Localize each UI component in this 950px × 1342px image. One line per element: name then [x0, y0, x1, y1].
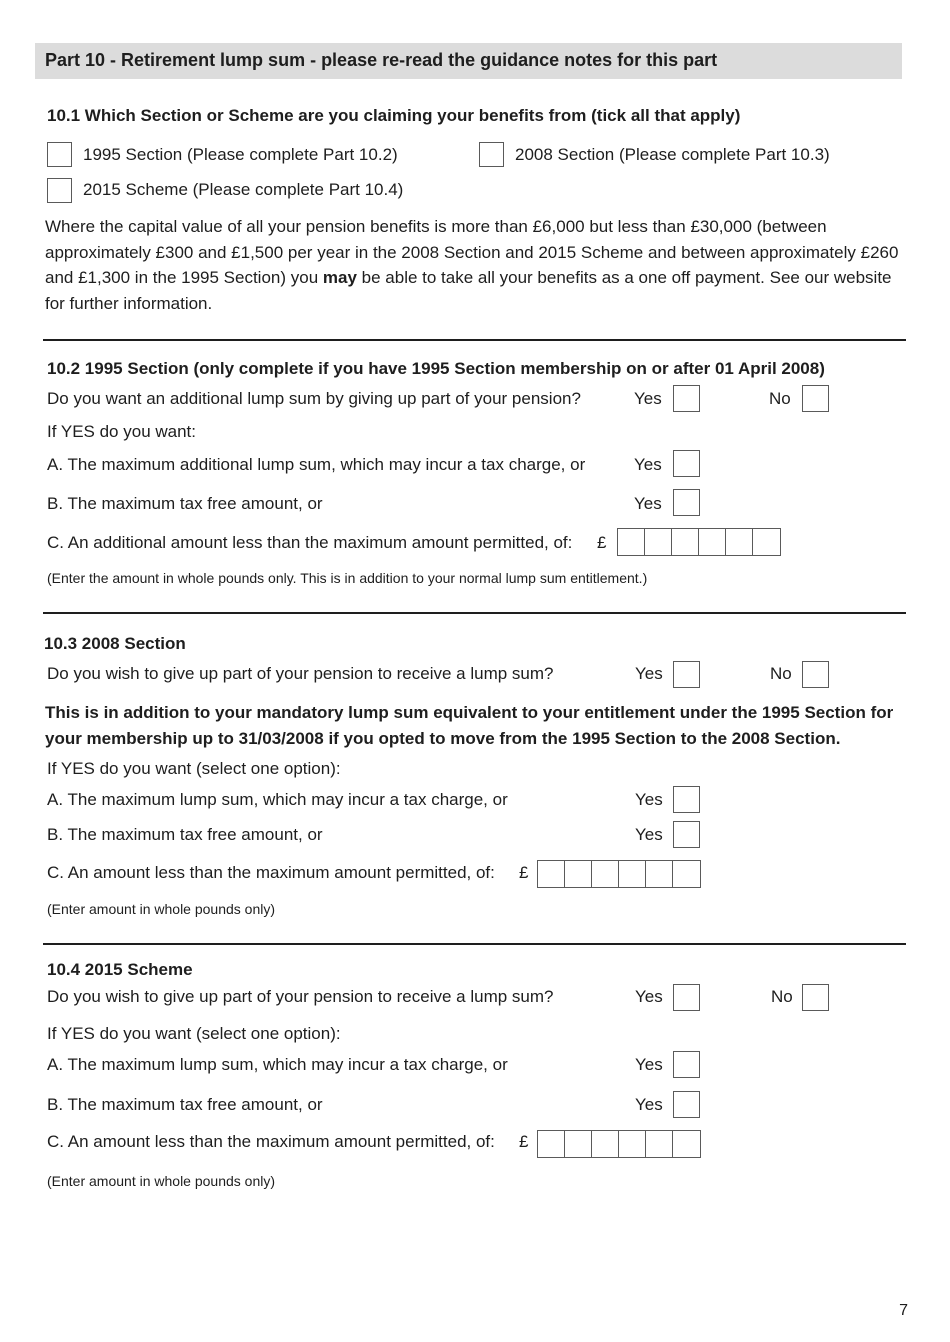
s103-no-checkbox[interactable]: [802, 661, 829, 688]
amount-digit-box[interactable]: [538, 861, 565, 887]
amount-digit-box[interactable]: [753, 529, 780, 555]
s102-question: Do you want an additional lump sum by giving up part of your pension?: [47, 389, 581, 408]
divider: [43, 943, 906, 945]
amount-digit-box[interactable]: [645, 529, 672, 555]
amount-digit-box[interactable]: [673, 861, 700, 887]
section-10-4-heading: 10.4 2015 Scheme: [47, 960, 193, 979]
s103-currency: £: [519, 863, 529, 882]
s103-bold-note: This is in addition to your mandatory lump sum equivalent to your entitlement under the 1995 Section for your membership up to 31/03/2008 if you opted to move from the 1995 Section to the 2008 Section.: [45, 703, 894, 748]
s102-yes-label: Yes: [634, 389, 662, 408]
amount-digit-box[interactable]: [592, 1131, 619, 1157]
s102-ifyes: If YES do you want:: [47, 422, 196, 441]
s102-option-a-yes-label: Yes: [634, 455, 662, 474]
s104-note: (Enter amount in whole pounds only): [47, 1173, 276, 1189]
s102-no-checkbox[interactable]: [802, 385, 829, 412]
s102-option-c: C. An additional amount less than the maximum amount permitted, of:: [47, 533, 573, 552]
s102-option-b: B. The maximum tax free amount, or: [47, 494, 323, 513]
s103-option-a: A. The maximum lump sum, which may incur a tax charge, or: [47, 790, 508, 809]
s104-option-a-yes-label: Yes: [635, 1055, 663, 1074]
s104-option-a: A. The maximum lump sum, which may incur a tax charge, or: [47, 1055, 508, 1074]
s104-currency: £: [519, 1132, 529, 1151]
amount-digit-box[interactable]: [672, 529, 699, 555]
s103-yes-checkbox[interactable]: [673, 661, 700, 688]
s102-currency: £: [597, 533, 607, 552]
s104-option-c: C. An amount less than the maximum amount permitted, of:: [47, 1132, 495, 1151]
s103-option-c: C. An amount less than the maximum amount permitted, of:: [47, 863, 495, 882]
section-10-3-heading: 10.3 2008 Section: [44, 634, 186, 653]
s104-amount-input[interactable]: [537, 1130, 701, 1158]
capital-value-paragraph: Where the capital value of all your pension benefits is more than £6,000 but less than £30,000 (between approximately £300 and £1,500 per year in the 2008 Section and 2015 Scheme and between approximately £260 and £1,300 in the 1995 Section) you may be able to take all your benefits as a one off payment. See our website for further information.: [45, 217, 899, 313]
s102-option-b-checkbox[interactable]: [673, 489, 700, 516]
section-10-1-heading: 10.1 Which Section or Scheme are you claiming your benefits from (tick all that apply): [47, 106, 741, 125]
section-10-2-heading: 10.2 1995 Section (only complete if you have 1995 Section membership on or after 01 April 2008): [47, 359, 825, 378]
label-1995-section: 1995 Section (Please complete Part 10.2): [83, 145, 398, 164]
s104-yes-checkbox[interactable]: [673, 984, 700, 1011]
s103-yes-label: Yes: [635, 664, 663, 683]
amount-digit-box[interactable]: [726, 529, 753, 555]
divider: [43, 612, 906, 614]
label-2008-section: 2008 Section (Please complete Part 10.3): [515, 145, 830, 164]
s103-option-b: B. The maximum tax free amount, or: [47, 825, 323, 844]
s102-option-a: A. The maximum additional lump sum, which may incur a tax charge, or: [47, 455, 586, 474]
s103-question: Do you wish to give up part of your pension to receive a lump sum?: [47, 664, 554, 683]
divider: [43, 339, 906, 341]
amount-digit-box[interactable]: [592, 861, 619, 887]
part-title: Part 10 - Retirement lump sum - please re-read the guidance notes for this part: [45, 50, 718, 70]
s103-option-a-yes-label: Yes: [635, 790, 663, 809]
s102-amount-input[interactable]: [617, 528, 781, 556]
page-number: 7: [899, 1302, 908, 1319]
s104-question: Do you wish to give up part of your pension to receive a lump sum?: [47, 987, 554, 1006]
label-2015-scheme: 2015 Scheme (Please complete Part 10.4): [83, 180, 404, 199]
s102-option-a-checkbox[interactable]: [673, 450, 700, 477]
s103-option-b-checkbox[interactable]: [673, 821, 700, 848]
amount-digit-box[interactable]: [673, 1131, 700, 1157]
s103-amount-input[interactable]: [537, 860, 701, 888]
s103-note: (Enter amount in whole pounds only): [47, 901, 276, 917]
amount-digit-box[interactable]: [565, 1131, 592, 1157]
amount-digit-box[interactable]: [565, 861, 592, 887]
s104-no-label: No: [771, 987, 793, 1006]
s104-option-b: B. The maximum tax free amount, or: [47, 1095, 323, 1114]
amount-digit-box[interactable]: [619, 1131, 646, 1157]
checkbox-1995-section[interactable]: [47, 142, 72, 167]
amount-digit-box[interactable]: [699, 529, 726, 555]
amount-digit-box[interactable]: [538, 1131, 565, 1157]
amount-digit-box[interactable]: [618, 529, 645, 555]
s104-option-a-checkbox[interactable]: [673, 1051, 700, 1078]
s104-yes-label: Yes: [635, 987, 663, 1006]
s102-note: (Enter the amount in whole pounds only. This is in addition to your normal lump sum entitlement.): [47, 570, 648, 586]
s103-option-a-checkbox[interactable]: [673, 786, 700, 813]
s104-option-b-yes-label: Yes: [635, 1095, 663, 1114]
amount-digit-box[interactable]: [646, 861, 673, 887]
amount-digit-box[interactable]: [646, 1131, 673, 1157]
s103-no-label: No: [770, 664, 792, 683]
s104-ifyes: If YES do you want (select one option):: [47, 1024, 341, 1043]
s103-ifyes: If YES do you want (select one option):: [47, 759, 341, 778]
amount-digit-box[interactable]: [619, 861, 646, 887]
checkbox-2015-scheme[interactable]: [47, 178, 72, 203]
part-header: [35, 43, 902, 79]
s104-no-checkbox[interactable]: [802, 984, 829, 1011]
checkbox-2008-section[interactable]: [479, 142, 504, 167]
s102-option-b-yes-label: Yes: [634, 494, 662, 513]
s103-option-b-yes-label: Yes: [635, 825, 663, 844]
s104-option-b-checkbox[interactable]: [673, 1091, 700, 1118]
s102-yes-checkbox[interactable]: [673, 385, 700, 412]
s102-no-label: No: [769, 389, 791, 408]
